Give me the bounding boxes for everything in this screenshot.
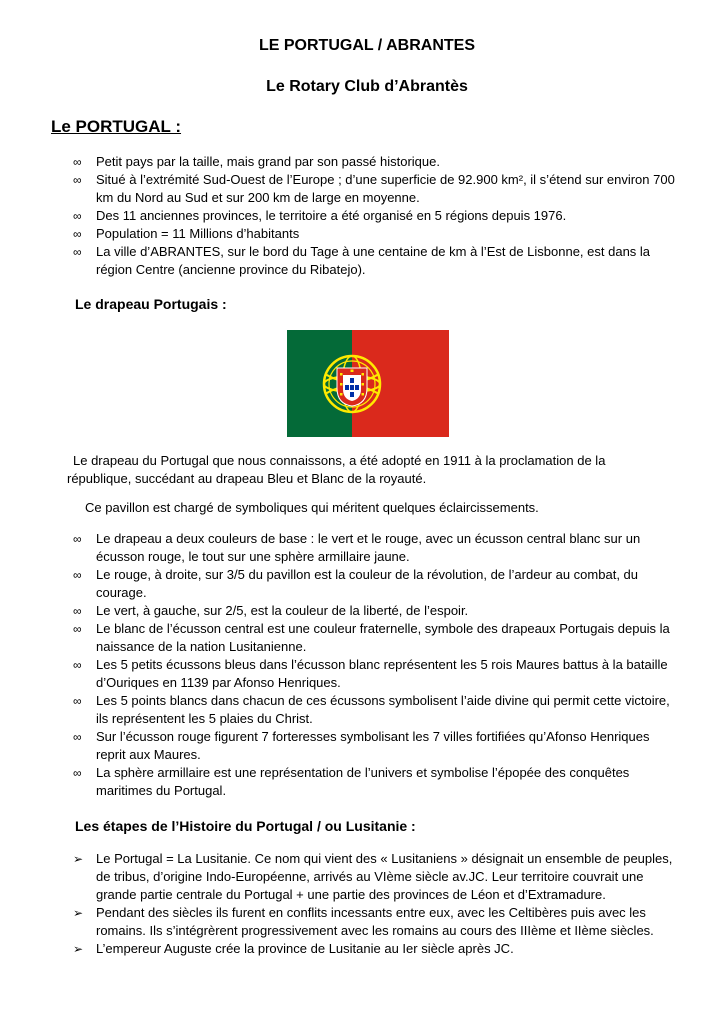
list-item-text: La sphère armillaire est une représentation de l’univers et symbolise l’épopée des conquêtes maritimes du Portugal. — [96, 765, 630, 798]
section-title-portugal: Le PORTUGAL : — [51, 117, 182, 136]
infinity-bullet-icon: ∞ — [73, 227, 82, 241]
facts-list — [73, 153, 678, 279]
infinity-bullet-icon: ∞ — [73, 766, 82, 780]
list-item — [73, 764, 678, 800]
flag-symbols-list — [73, 530, 678, 800]
arrow-bullet-icon: ➢ — [73, 942, 84, 956]
list-item — [73, 904, 678, 940]
list-item-text: Le rouge, à droite, sur 3/5 du pavillon est la couleur de la révolution, de l’ardeur au combat, du courage. — [96, 567, 639, 600]
arrow-bullet-icon: ➢ — [73, 906, 84, 920]
list-item-text: Petit pays par la taille, mais grand par son passé historique. — [96, 154, 440, 169]
infinity-bullet-icon: ∞ — [73, 622, 82, 636]
list-item — [73, 225, 678, 243]
history-section-title: Les étapes de l’Histoire du Portugal / ou Lusitanie : — [75, 818, 416, 834]
document-title: LE PORTUGAL / ABRANTES — [258, 37, 475, 54]
list-item — [73, 656, 678, 692]
list-item — [73, 243, 678, 279]
list-item-text: Le vert, à gauche, sur 2/5, est la couleur de la liberté, de l’espoir. — [96, 603, 469, 618]
list-item — [73, 207, 678, 225]
infinity-bullet-icon: ∞ — [73, 694, 82, 708]
infinity-bullet-icon: ∞ — [73, 155, 82, 169]
list-item — [73, 850, 678, 904]
list-item-text: Des 11 anciennes provinces, le territoire a été organisé en 5 régions depuis 1976. — [96, 208, 567, 223]
flag-section-title: Le drapeau Portugais : — [75, 296, 227, 312]
list-item — [73, 692, 678, 728]
list-item-text: Situé à l’extrémité Sud-Ouest de l’Europe ; d’une superficie de 92.900 km², il s’étend sur environ 700 km du Nord au Sud et sur 200 km de large en moyenne. — [96, 172, 675, 205]
list-item-text: Le blanc de l’écusson central est une couleur fraternelle, symbole des drapeaux Portugais depuis la naissance de la nation Lusitanienne. — [96, 621, 670, 654]
list-item-text: Le drapeau a deux couleurs de base : le vert et le rouge, avec un écusson central blanc sur un écusson rouge, le tout sur une sphère armillaire jaune. — [96, 531, 641, 564]
list-item — [73, 153, 678, 171]
infinity-bullet-icon: ∞ — [73, 604, 82, 618]
list-item — [73, 620, 678, 656]
infinity-bullet-icon: ∞ — [73, 173, 82, 187]
list-item — [73, 566, 678, 602]
flag-note-paragraph: Ce pavillon est chargé de symboliques qui méritent quelques éclaircissements. — [85, 500, 539, 515]
list-item-text: La ville d’ABRANTES, sur le bord du Tage à une centaine de km à l’Est de Lisbonne, est dans la région Centre (ancienne province du Ribatejo). — [96, 244, 651, 277]
infinity-bullet-icon: ∞ — [73, 245, 82, 259]
list-item-text: Pendant des siècles ils furent en conflits incessants entre eux, avec les Celtibères puis avec les romains. Ils s’intégrèrent progressivement avec les romains au cours des IIIème et IIème siècles. — [96, 905, 654, 938]
list-item — [73, 940, 678, 958]
arrow-bullet-icon: ➢ — [73, 852, 84, 866]
portugal-flag-image — [287, 330, 449, 437]
list-item — [73, 728, 678, 764]
infinity-bullet-icon: ∞ — [73, 532, 82, 546]
list-item-text: L’empereur Auguste crée la province de Lusitanie au Ier siècle après JC. — [96, 941, 514, 956]
list-item-text: Les 5 points blancs dans chacun de ces écussons symbolisent l’aide divine qui permit cette victoire, ils représentent les 5 plaies du Christ. — [96, 693, 670, 726]
document-subtitle: Le Rotary Club d’Abrantès — [266, 78, 468, 95]
history-list — [73, 850, 678, 958]
list-item — [73, 530, 678, 566]
flag-intro-paragraph: Le drapeau du Portugal que nous connaissons, a été adopté en 1911 à la proclamation de la république, succédant au drapeau Bleu et Blanc de la royauté. — [67, 453, 606, 486]
infinity-bullet-icon: ∞ — [73, 658, 82, 672]
list-item — [73, 171, 678, 207]
list-item-text: Les 5 petits écussons bleus dans l’écusson blanc représentent les 5 rois Maures battus à la bataille d’Ouriques en 1139 par Afonso Henriques. — [96, 657, 668, 690]
list-item-text: Le Portugal = La Lusitanie. Ce nom qui vient des « Lusitaniens » désignait un ensemble de peuples, de tribus, d’origine Indo-Européenne, arrivés au VIème siècle av.JC. Leur territoire couvrait une grande partie centrale du Portugal + une partie des provinces de Léon et d’Extramadure. — [96, 851, 673, 902]
list-item — [73, 602, 678, 620]
infinity-bullet-icon: ∞ — [73, 730, 82, 744]
infinity-bullet-icon: ∞ — [73, 209, 82, 223]
list-item-text: Sur l’écusson rouge figurent 7 forteresses symbolisant les 7 villes fortifiées qu’Afonso Henriques reprit aux Maures. — [96, 729, 650, 762]
infinity-bullet-icon: ∞ — [73, 568, 82, 582]
coat-of-arms-shield-icon — [337, 368, 367, 406]
list-item-text: Population = 11 Millions d’habitants — [96, 226, 300, 241]
